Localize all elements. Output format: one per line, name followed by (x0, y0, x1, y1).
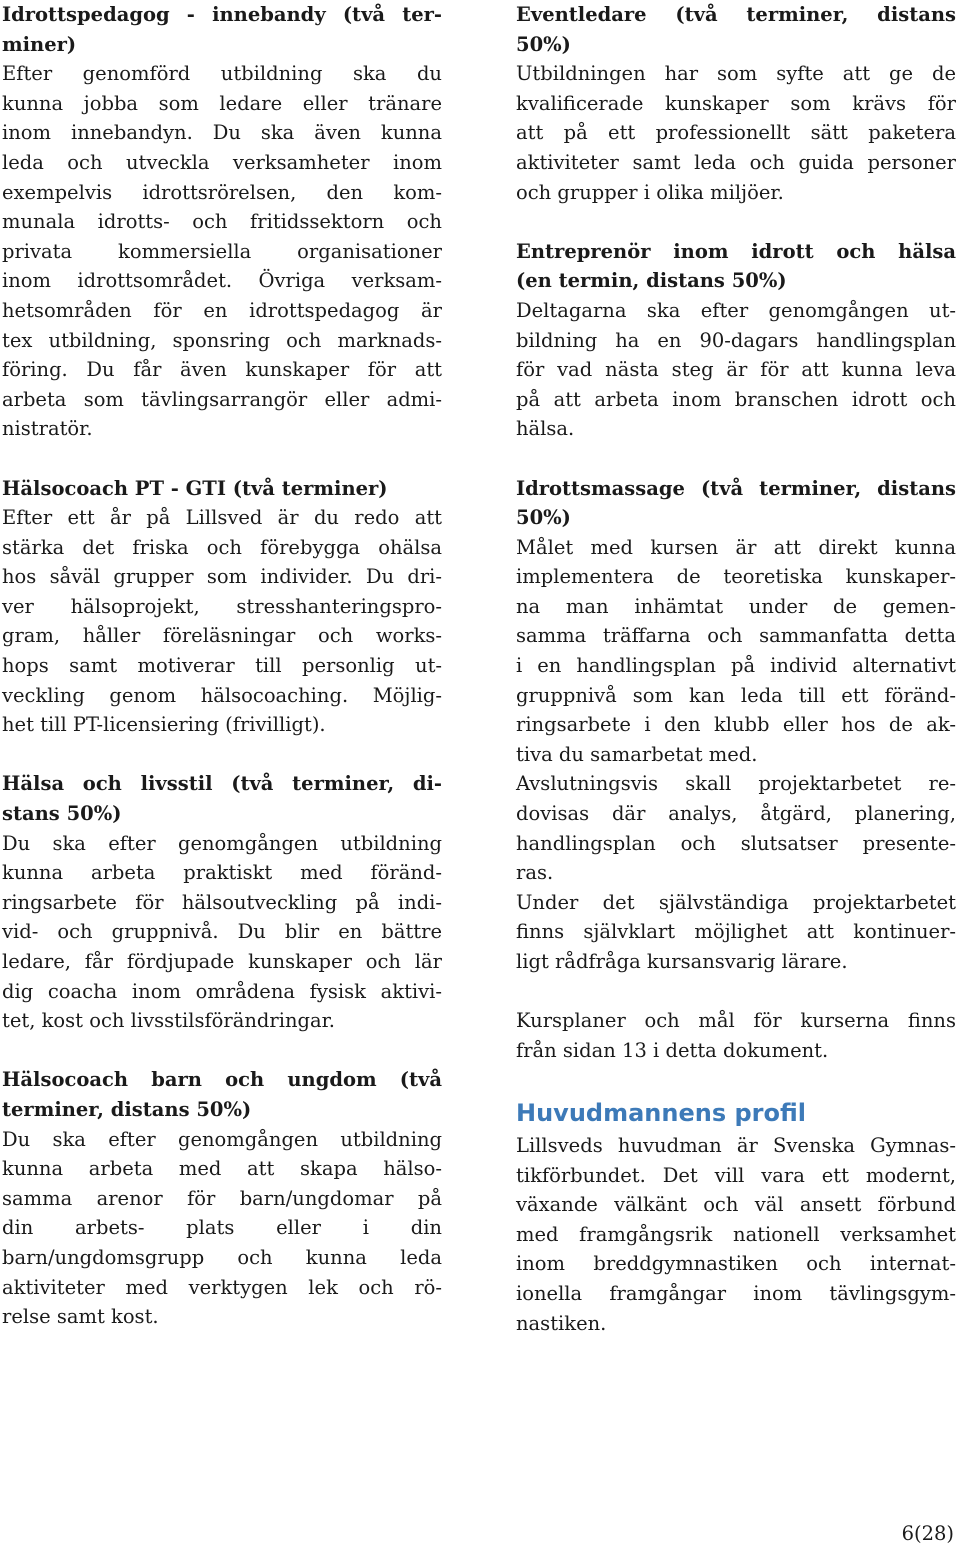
body-line: aktiviteter samt leda och guida personer (516, 150, 956, 174)
body-line: ledare, får fördjupade kunskaper och lär (2, 950, 442, 973)
body-line: tiva du samarbetat med. (516, 742, 758, 766)
body-line: Avslutningsvis skall projektarbetet re- (516, 772, 956, 796)
body-line: hops samt motiverar till personlig ut- (2, 654, 442, 678)
course-heading-line: stans 50%) (2, 802, 122, 826)
body-line: föring. Du får även kunskaper för att (2, 358, 442, 382)
body-line: privata kommersiella organisationer (2, 239, 442, 263)
course-heading-line: Idrottspedagog - innebandy (två ter- (2, 3, 442, 26)
body-line: samma träffarna och sammanfatta detta (516, 624, 956, 648)
body-line: Deltagarna ska efter genomgången ut- (516, 298, 956, 322)
course-heading-line: Hälsocoach PT - GTI (två terminer) (2, 476, 388, 500)
body-line: bildning ha en 90-dagars handlingsplan (516, 328, 956, 352)
body-line: dig coacha inom områdena fysisk aktivi- (2, 979, 442, 1003)
body-line: att på ett professionellt sätt paketera (516, 121, 956, 145)
body-line: inom innebandyn. Du ska även kunna (2, 121, 442, 145)
body-line: växande välkänt och väl ansett förbund (516, 1193, 956, 1217)
body-line: het till PT-licensiering (frivilligt). (2, 713, 326, 737)
course-idrottspedagog-innebandy (2, 0, 442, 444)
body-line: från sidan 13 i detta dokument. (516, 1038, 829, 1062)
course-halsocoach-barn-och-ungdom (2, 1065, 442, 1331)
body-line: hälsa. (516, 417, 575, 441)
body-line: aktiviteter med verktygen lek och rö- (2, 1275, 442, 1299)
course-eventledare (516, 0, 956, 207)
body-line: veckling genom hälsocoaching. Möjlig- (2, 683, 442, 707)
body-line: med framgångsrik nationell verksamhet (516, 1222, 956, 1246)
body-line: barn/ungdomsgrupp och kunna leda (2, 1245, 442, 1269)
body-line: Under det självständiga projektarbetet (516, 890, 956, 914)
paragraph-gap (516, 1065, 956, 1095)
body-line: na man inhämtat under de gemen- (516, 594, 956, 618)
course-halsocoach-pt-gti (2, 474, 442, 740)
body-line: Du ska efter genomgången utbildning (2, 1127, 442, 1151)
course-heading-line: Hälsa och livsstil (två terminer, di- (2, 772, 442, 796)
body-line: vid- och gruppnivå. Du blir en bättre (2, 920, 442, 944)
body-line: på att arbeta inom branschen idrott och (516, 387, 956, 411)
course-heading-line: 50%) (516, 32, 571, 56)
body-line: inom breddgymnastiken och internat- (516, 1252, 956, 1276)
paragraph-gap (2, 444, 442, 474)
body-line: kunna arbeta med att skapa hälso- (2, 1157, 442, 1181)
body-line: din arbets- plats eller i din (2, 1216, 442, 1240)
course-plans-note (516, 1006, 956, 1065)
left-column (2, 0, 442, 1332)
body-line: nistratör. (2, 417, 93, 441)
body-line: Du ska efter genomgången utbildning (2, 831, 442, 855)
body-line: tet, kost och livsstilsförändringar. (2, 1009, 335, 1033)
body-line: Målet med kursen är att direkt kunna (516, 535, 956, 559)
body-line: ras. (516, 861, 554, 885)
course-heading-line: 50%) (516, 506, 571, 530)
course-heading-line: Hälsocoach barn och ungdom (två (2, 1068, 442, 1092)
body-line: kunna jobba som ledare eller tränare (2, 91, 442, 115)
paragraph-gap (2, 1036, 442, 1066)
body-line: ver hälsoprojekt, stresshanteringspro- (2, 594, 442, 618)
course-heading-line: Entreprenör inom idrott och hälsa (516, 239, 956, 263)
paragraph-gap (516, 444, 956, 474)
course-heading-line: Idrottsmassage (två terminer, distans (516, 476, 956, 500)
body-line: tikförbundet. Det vill vara ett modernt, (516, 1163, 956, 1187)
body-line: ringsarbete i den klubb eller hos de ak- (516, 713, 956, 737)
body-line: i en handlingsplan på individ alternativt (516, 654, 956, 678)
body-line: dovisas där analys, åtgärd, planering, (516, 802, 956, 826)
profile-section (516, 1095, 956, 1338)
course-heading-line: miner) (2, 32, 77, 56)
body-line: och grupper i olika miljöer. (516, 180, 784, 204)
body-line: nastiken. (516, 1311, 607, 1335)
paragraph-gap (2, 740, 442, 770)
course-halsa-och-livsstil (2, 769, 442, 1035)
body-line: inom idrottsområdet. Övriga verksam- (2, 269, 442, 293)
body-line: hos såväl grupper som individer. Du dri- (2, 565, 442, 589)
body-line: arbeta som tävlingsarrangör eller admi- (2, 387, 442, 411)
body-line: munala idrotts- och fritidssektorn och (2, 210, 442, 234)
body-line: Kursplaner och mål för kurserna finns (516, 1009, 956, 1033)
body-line: finns självklart möjlighet att kontinuer- (516, 920, 956, 944)
body-line: ligt rådfråga kursansvarig lärare. (516, 950, 848, 973)
body-line: kvalificerade kunskaper som krävs för (516, 91, 956, 115)
body-line: stärka det friska och förebygga ohälsa (2, 535, 442, 559)
course-idrottsmassage (516, 474, 956, 977)
body-line: relse samt kost. (2, 1305, 159, 1329)
course-heading-line: terminer, distans 50%) (2, 1097, 252, 1121)
body-line: gram, håller föreläsningar och works- (2, 624, 442, 648)
body-line: ionella framgångar inom tävlingsgym- (516, 1281, 956, 1305)
body-line: Lillsveds huvudman är Svenska Gymnas- (516, 1133, 956, 1157)
course-heading-line: Eventledare (två terminer, distans (516, 3, 956, 26)
body-line: leda och utveckla verksamheter inom (2, 150, 442, 174)
section-heading: Huvudmannens profil (516, 1098, 806, 1127)
body-line: Efter genomförd utbildning ska du (2, 62, 442, 86)
body-line: handlingsplan och slutsatser presente- (516, 831, 956, 855)
page-number: 6(28) (901, 1522, 954, 1545)
body-line: exempelvis idrottsrörelsen, den kom- (2, 180, 442, 204)
paragraph-gap (516, 207, 956, 237)
course-entreprenor (516, 237, 956, 444)
body-line: gruppnivå som kan leda till ett föränd- (516, 683, 956, 707)
body-line: samma arenor för barn/ungdomar på (2, 1186, 442, 1210)
body-line: kunna arbeta praktiskt med föränd- (2, 861, 442, 885)
body-line: för vad nästa steg är för att kunna leva (516, 358, 956, 382)
body-line: tex utbildning, sponsring och marknads- (2, 328, 442, 352)
body-line: Efter ett år på Lillsved är du redo att (2, 506, 442, 530)
body-line: ringsarbete för hälsoutveckling på indi- (2, 890, 442, 914)
paragraph-gap (516, 977, 956, 1007)
body-line: Utbildningen har som syfte att ge de (516, 62, 956, 86)
course-heading-line: (en termin, distans 50%) (516, 269, 787, 293)
body-line: implementera de teoretiska kunskaper- (516, 565, 956, 589)
right-column (516, 0, 956, 1338)
body-line: hetsområden för en idrottspedagog är (2, 298, 442, 322)
